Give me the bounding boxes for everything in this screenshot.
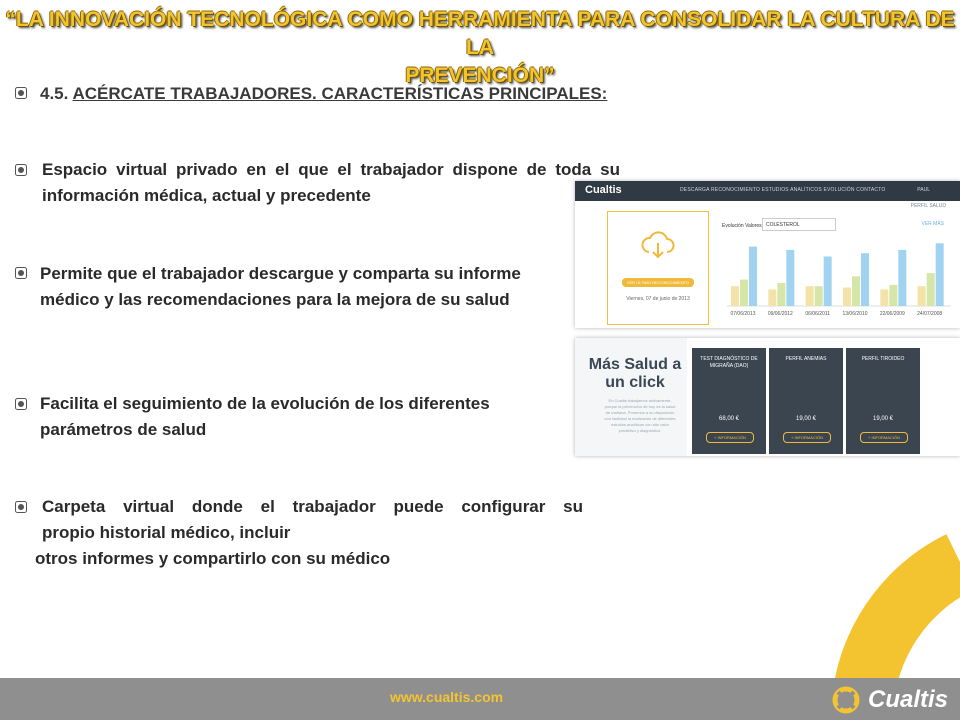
slide-title-line1: “LA INNOVACIÓN TECNOLÓGICA COMO HERRAMIENTA PARA CONSOLIDAR LA CULTURA DE LA [5,8,955,59]
chart-bar [898,250,906,306]
dashboard-user: PAUL [917,187,930,193]
chart-date-label: 06/06/2011 [805,311,830,317]
footer-bar [0,678,960,720]
report-date: Viernes, 07 de junio de 2013 [626,296,690,302]
bullet-icon [15,164,27,176]
service-card-title: PERFIL ANEMIAS [785,356,827,362]
chart-bar [740,280,748,306]
section-number: 4.5. [40,84,73,103]
bullet-text-4 [42,494,583,546]
bullet-3-line2: parámetros de salud [40,420,207,439]
dashboard-screenshot [575,181,960,328]
bullet-2-line2: médico y las recomendaciones para la mejora de su salud [40,290,510,309]
service-info-button[interactable]: + INFORMACIÓN [783,432,831,443]
service-card-price: 19,00 € [795,416,817,422]
chart-bar [768,290,776,307]
services-description: En Cualtis trabajamos activamente, porque la prevención de hoy es la salud de mañana. Ponemos a su disposición con facilidad la realización de diferentes estudios analíticos con alto valor predictivo y diagnóstico. [604,398,676,433]
slide-title-line2: PREVENCIÓN” [405,64,555,87]
service-card [769,348,843,454]
service-card [692,348,766,454]
chart-bar [777,283,785,306]
chart-bar [861,253,869,306]
service-card [846,348,920,454]
bullet-text-2 [40,261,570,313]
parameter-select[interactable]: COLESTEROL [762,218,836,231]
dashboard-navbar [575,181,960,201]
services-heading: Más Salud a un click [588,356,682,391]
bullet-3-line1: Facilita el seguimiento de la evolución de los diferentes [40,394,490,413]
chart-bar [852,276,860,306]
cloud-download-icon [641,230,675,260]
dashboard-menu: DESCARGA RECONOCIMIENTO ESTUDIOS ANALÍTICOS EVOLUCIÓN CONTACTO [680,187,886,193]
chart-bar [936,243,944,306]
section-heading [40,81,607,107]
chart-date-label: 22/06/2009 [879,311,905,317]
chart-bar [815,286,823,306]
service-card-title: PERFIL TIROIDEO [861,356,905,362]
bullet-text-3 [40,391,570,443]
bullet-1-line1: Espacio virtual privado en el que el trabajador dispone de toda su [42,160,620,179]
service-card-price: 19,00 € [872,416,894,422]
chart-bar [806,286,814,306]
dashboard-profile-label: PERFIL SALUD [910,203,946,209]
download-card [607,211,709,325]
chart-bar [880,290,888,307]
chart-bar [918,286,926,306]
chart-bar [927,273,935,306]
chart-date-label: 13/06/2010 [842,311,868,317]
download-report-button[interactable]: VER ÚLTIMO RECONOCIMIENTO MÉDICO [622,278,694,287]
bullet-1-line2: información médica, actual y precedente [42,186,371,205]
cualtis-logo-icon [832,686,860,714]
bullet-4-line2: propio historial médico, incluir [42,523,291,542]
bullet-2-line1: Permite que el trabajador descargue y comparta su informe [40,264,521,283]
service-info-button[interactable]: + INFORMACIÓN [706,432,754,443]
service-card-price: 68,00 € [718,416,740,422]
service-info-button[interactable]: + INFORMACIÓN [860,432,908,443]
evolution-chart [715,236,955,324]
service-card-title: TEST DIAGNÓSTICO DE MIGRAÑA (DAO) [700,356,758,369]
services-screenshot [575,338,960,456]
services-sidebar [575,338,687,456]
footer-url[interactable]: www.cualtis.com [390,689,504,705]
chart-date-label: 24/07/2008 [917,311,943,317]
see-more-link[interactable]: VER MÁS [921,221,944,227]
bullet-4-line3: otros informes y compartirlo con su médico [35,549,391,568]
bullet-icon [15,398,27,410]
brand-name: Cualtis [868,686,949,713]
chart-date-label: 07/06/2013 [730,311,756,317]
section-heading-text: ACÉRCATE TRABAJADORES. CARACTERÍSTICAS PRINCIPALES: [72,84,608,103]
bullet-icon [15,267,27,279]
bullet-icon [15,501,27,513]
chart-bar [824,257,832,307]
bullet-4-line1: Carpeta virtual donde el trabajador puede configurar su [42,497,583,516]
bullet-icon [15,87,27,99]
bullet-text-1 [42,157,620,209]
dashboard-logo: Cualtis [585,184,622,196]
chart-bar [889,285,897,306]
chart-bar [843,288,851,306]
chart-bar [731,286,739,306]
chart-bar [786,250,794,306]
evolution-label: Evolución Valores [722,223,762,229]
chart-bar [749,247,757,306]
chart-date-label: 09/06/2012 [767,311,793,317]
